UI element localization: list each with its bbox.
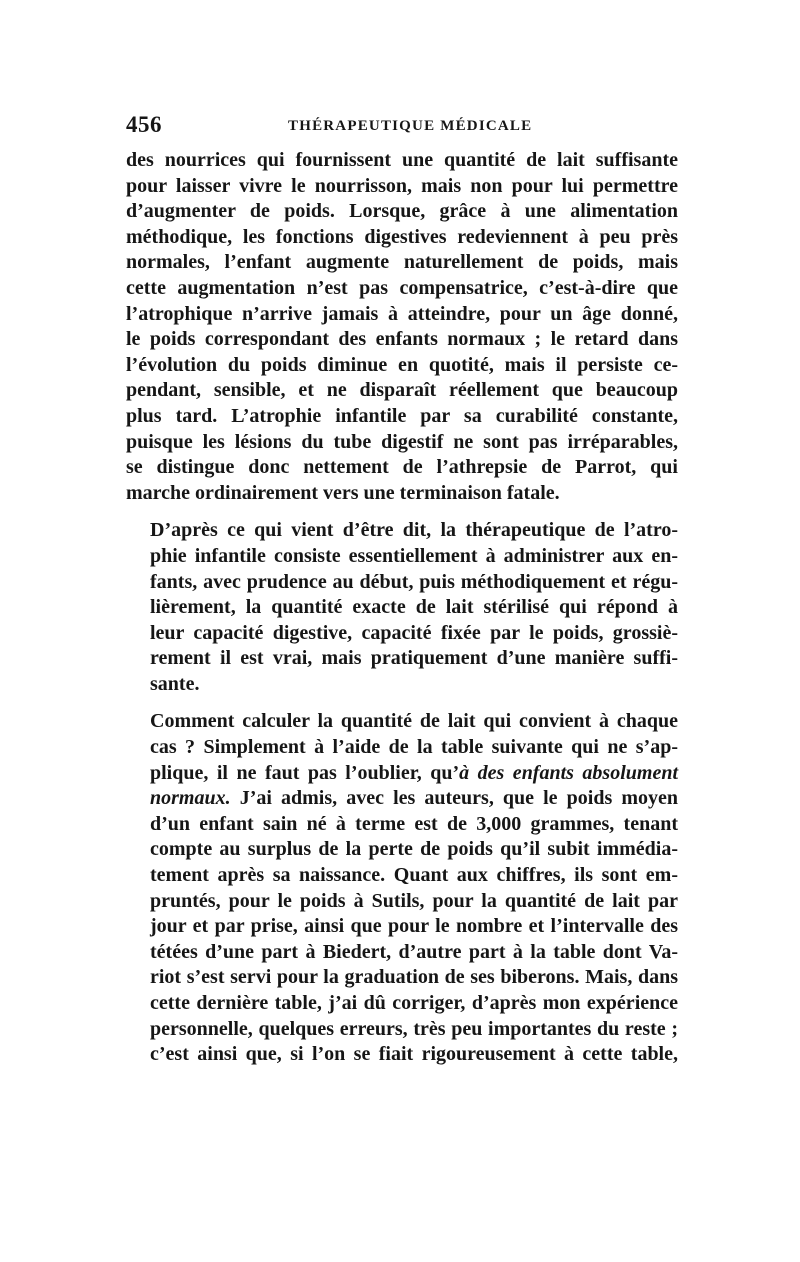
- text-line: des nourrices qui fournissent une quantité de lait suffisante: [126, 149, 678, 171]
- text-line: puisque les lésions du tube digestif ne sont pas irréparables,: [126, 430, 678, 453]
- text-line: rement il est vrai, mais pratiquement d’une manière suffi-: [150, 647, 678, 670]
- text-line: leur capacité digestive, capacité fixée par le poids, grossiè-: [150, 621, 678, 644]
- italic-run: à des enfants absolument: [459, 761, 679, 784]
- text-line: lièrement, la quantité exacte de lait stérilisé qui répond à: [150, 596, 678, 619]
- text-run: J’ai admis, avec les auteurs, que le poids moyen: [230, 787, 678, 810]
- text-line-mixed: [126, 786, 678, 812]
- body-text: [126, 148, 678, 1068]
- text-line: Comment calculer la quantité de lait qui convient à chaque: [150, 710, 678, 733]
- text-line: cas ? Simplement à l’aide de la table suivante qui ne s’ap-: [150, 736, 678, 759]
- text-line: cette dernière table, j’ai dû corriger, d’après mon expérience: [150, 992, 678, 1014]
- text-line: tétées d’une part à Biedert, d’autre part à la table dont Va-: [150, 940, 678, 963]
- text-line: pour laisser vivre le nourrisson, mais non pour lui permettre: [126, 174, 678, 197]
- text-line: d’augmenter de poids. Lorsque, grâce à une alimentation: [126, 200, 678, 223]
- text-line: riot s’est servi pour la graduation de ses biberons. Mais, dans: [150, 966, 678, 989]
- text-line: d’un enfant sain né à terme est de 3,000 grammes, tenant: [150, 812, 678, 835]
- text-line: compte au surplus de la perte de poids qu’il subit immédia-: [150, 838, 678, 861]
- text-line: phie infantile consiste essentiellement à administrer aux en-: [150, 544, 678, 567]
- italic-run: normaux.: [150, 787, 231, 810]
- text-line: plus tard. L’atrophie infantile par sa curabilité constante,: [126, 404, 678, 427]
- page-number: 456: [126, 112, 162, 137]
- text-line: le poids correspondant des enfants normaux ; le retard dans: [126, 328, 678, 351]
- text-line: l’évolution du poids diminue en quotité, mais il persiste ce-: [126, 353, 678, 376]
- page-header: [126, 112, 678, 146]
- text-run: plique, il ne faut pas l’oublier, qu’: [150, 761, 460, 784]
- paragraph-3: [126, 709, 678, 1067]
- text-line-mixed: [126, 761, 678, 787]
- text-line: sante.: [150, 672, 200, 695]
- text-line: méthodique, les fonctions digestives redeviennent à peu près: [126, 225, 678, 248]
- text-line: marche ordinairement vers une terminaison fatale.: [126, 481, 560, 504]
- text-line: personnelle, quelques erreurs, très peu importantes du reste ;: [150, 1017, 678, 1040]
- text-line: cette augmentation n’est pas compensatrice, c’est-à-dire que: [126, 276, 678, 299]
- text-line: jour et par prise, ainsi que pour le nombre et l’intervalle des: [150, 915, 678, 938]
- running-title: THÉRAPEUTIQUE MÉDICALE: [288, 118, 533, 134]
- text-line: l’atrophique n’arrive jamais à atteindre, pour un âge donné,: [126, 302, 678, 325]
- text-line: fants, avec prudence au début, puis méthodiquement et régu-: [150, 570, 678, 593]
- paragraph-2: [126, 518, 678, 697]
- text-line: D’après ce qui vient d’être dit, la thérapeutique de l’atro-: [150, 519, 678, 542]
- text-line: se distingue donc nettement de l’athrepsie de Parrot, qui: [126, 456, 678, 479]
- text-line: pruntés, pour le poids à Sutils, pour la quantité de lait par: [150, 889, 678, 912]
- text-line: normales, l’enfant augmente naturellement de poids, mais: [126, 251, 678, 274]
- text-line: pendant, sensible, et ne disparaît réellement que beaucoup: [126, 379, 678, 402]
- text-line: c’est ainsi que, si l’on se fiait rigoureusement à cette table,: [150, 1043, 678, 1066]
- text-line: tement après sa naissance. Quant aux chiffres, ils sont em-: [150, 864, 678, 887]
- paragraph-1: [126, 148, 678, 506]
